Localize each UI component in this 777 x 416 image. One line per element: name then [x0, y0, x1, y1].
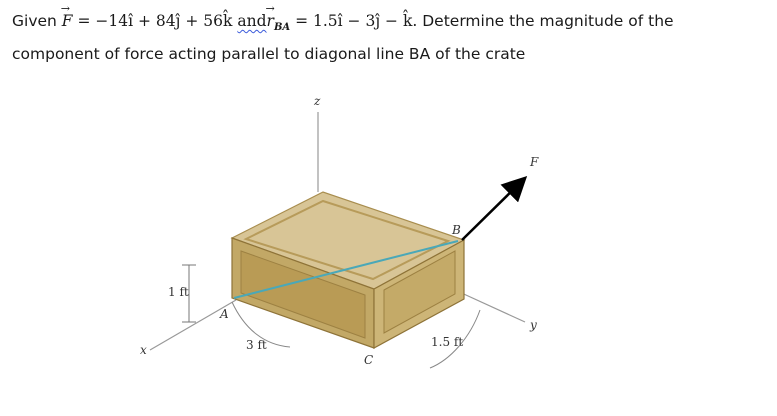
force-arrow — [462, 183, 520, 240]
height-dimension-label: 1 ft — [168, 285, 189, 299]
position-vector-components: = 1.5î − 3ĵ − k̂. — [295, 12, 418, 30]
length-dimension-label: 3 ft — [246, 338, 267, 352]
problem-line-2: component of force acting parallel to diagonal line BA of the crate — [12, 45, 526, 64]
y-axis-label: y — [530, 318, 537, 332]
point-a-label: A — [220, 307, 229, 321]
point-b-label: B — [452, 223, 461, 237]
and-word: and — [237, 12, 267, 30]
position-vector-subscript: BA — [273, 22, 291, 34]
force-symbol: → F — [62, 8, 73, 34]
position-vector-symbol: → $r_{BA}$ — [267, 12, 291, 30]
x-axis-label: x — [140, 343, 147, 357]
problem-line-1-tail: Determine the magnitude of the — [422, 12, 674, 30]
given-word: Given — [12, 12, 57, 30]
width-dimension-label: 1.5 ft — [431, 335, 464, 349]
point-c-label: C — [364, 353, 374, 367]
z-axis-label: z — [314, 94, 321, 108]
y-axis-line — [455, 290, 525, 322]
force-label: F — [530, 155, 539, 169]
force-components: = −14î + 84ĵ + 56k̂ — [77, 12, 233, 30]
